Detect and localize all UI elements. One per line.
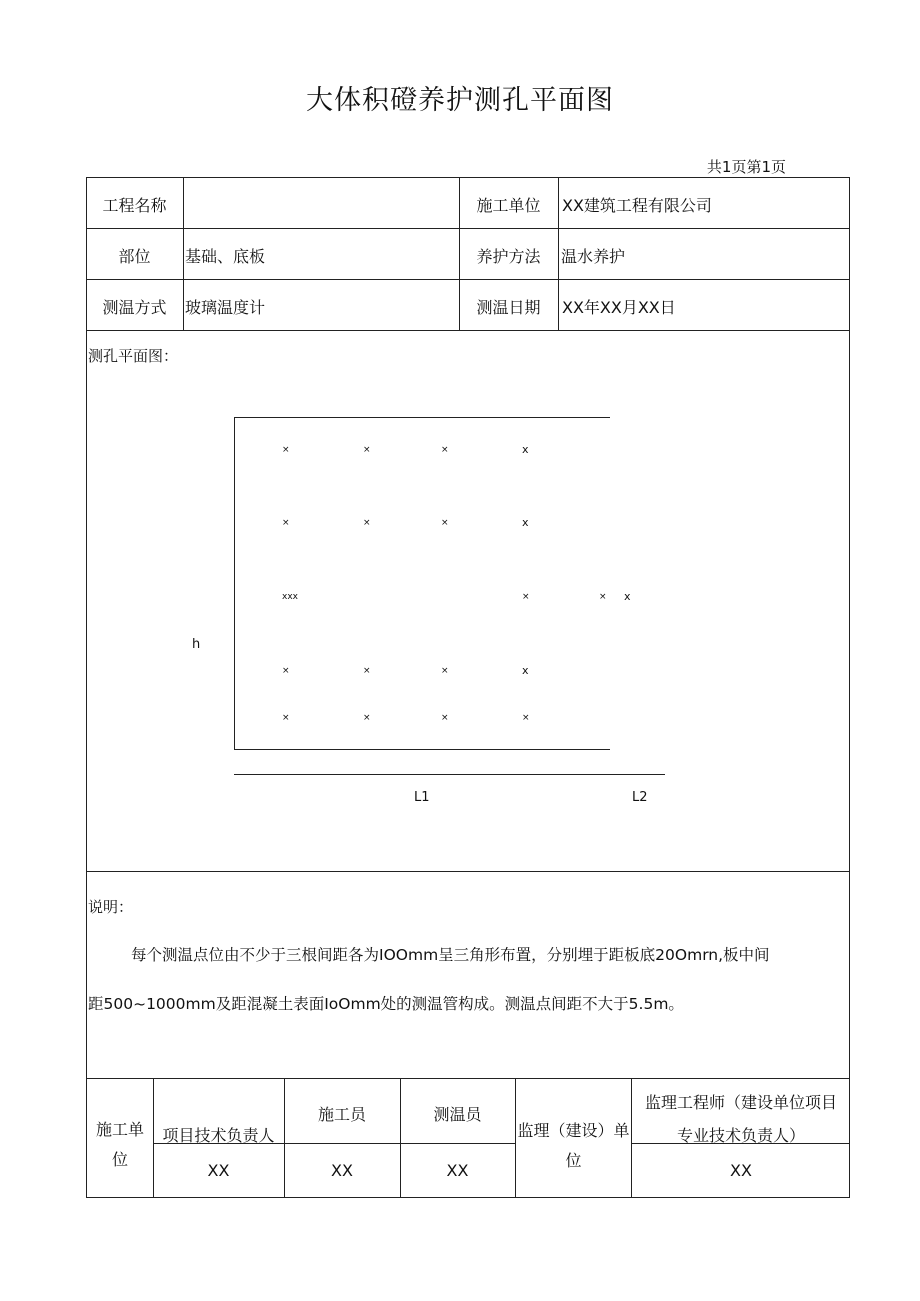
col-divider: [558, 177, 559, 330]
notes-line-1: 每个测温点位由不少于三根间距各为IOOmm呈三角形布置，分别埋于距板底20Omrn,板中间: [131, 946, 770, 964]
table-border-bottom: [86, 1197, 850, 1198]
plan-section-label: 测孔平面图：: [88, 347, 179, 365]
measure-point-mark: ×: [441, 713, 449, 723]
measure-point-mark: x: [522, 516, 529, 529]
col-divider: [183, 177, 184, 330]
measure-point-mark: ×: [441, 666, 449, 676]
contractor-unit-label: 施工单位: [95, 1120, 144, 1169]
measure-point-mark: ×: [363, 518, 371, 528]
dimension-line: [234, 774, 665, 775]
supervisor-label-line-1: 监理工程师（建设单位项目: [644, 1093, 837, 1112]
supervisor-label-line-2: 专业技术负责人）: [676, 1126, 805, 1145]
supervisor-signature: XX: [730, 1161, 752, 1180]
measure-point-mark: ×: [599, 592, 607, 602]
measure-point-mark: ×: [441, 518, 449, 528]
part-label: 部位: [118, 247, 151, 266]
measure-point-mark: ×: [441, 445, 449, 455]
notes-line-2: 距500~1000mm及距混凝土表面IoOmm处的测温管构成。测温点间距不大于5.5m。: [88, 995, 684, 1013]
measure-point-mark: xxx: [282, 592, 298, 602]
measure-point-mark: ×: [363, 666, 371, 676]
measure-method-value: 玻璃温度计: [185, 298, 266, 317]
contractor-value: XX建筑工程有限公司: [562, 196, 712, 215]
l2-label: L2: [632, 790, 648, 805]
measure-point-mark: ×: [363, 713, 371, 723]
measure-point-mark: ×: [282, 713, 290, 723]
row-divider: [86, 279, 850, 280]
measure-method-label: 测温方式: [102, 298, 167, 317]
measure-point-mark: ×: [363, 445, 371, 455]
measure-date-value: XX年XX月XX日: [562, 298, 676, 317]
temp-recorder-signature: XX: [446, 1161, 469, 1180]
curing-method-label: 养护方法: [476, 247, 541, 266]
contractor-label: 施工单位: [476, 196, 541, 215]
measure-point-mark: ×: [282, 518, 290, 528]
row-divider: [86, 228, 850, 229]
measure-date-label: 测温日期: [476, 298, 541, 317]
plan-bottom-line: [234, 749, 610, 750]
measure-point-mark: x: [522, 664, 529, 677]
measure-point-mark: ×: [522, 592, 530, 602]
table-border-top: [86, 177, 850, 178]
section-divider: [86, 1078, 850, 1079]
l1-label: L1: [414, 790, 430, 805]
plan-left-line: [234, 417, 235, 750]
measure-point-mark: x: [624, 590, 631, 603]
row-divider: [86, 330, 850, 331]
measure-point-mark: ×: [282, 666, 290, 676]
plan-top-line: [234, 417, 610, 418]
project-name-label: 工程名称: [102, 196, 167, 215]
measure-point-mark: ×: [282, 445, 290, 455]
tech-lead-label: 项目技术负责人: [162, 1126, 275, 1145]
part-value: 基础、底板: [185, 247, 266, 266]
measure-point-mark: ×: [522, 713, 530, 723]
builder-label: 施工员: [317, 1105, 366, 1124]
height-label: h: [192, 637, 201, 652]
col-divider: [284, 1078, 285, 1198]
temp-recorder-label: 测温员: [433, 1105, 482, 1124]
page-title: 大体积磴养护测孔平面图: [306, 85, 614, 116]
tech-lead-signature: XX: [207, 1161, 230, 1180]
builder-signature: XX: [331, 1161, 353, 1180]
notes-label: 说明：: [88, 898, 134, 916]
supervision-unit-label: 监理（建设）单位: [517, 1121, 630, 1170]
section-divider: [86, 871, 850, 872]
measure-point-mark: x: [522, 443, 529, 456]
page-info: 共1页第1页: [706, 158, 786, 176]
col-divider: [400, 1078, 401, 1198]
curing-method-value: 温水养护: [561, 247, 626, 266]
